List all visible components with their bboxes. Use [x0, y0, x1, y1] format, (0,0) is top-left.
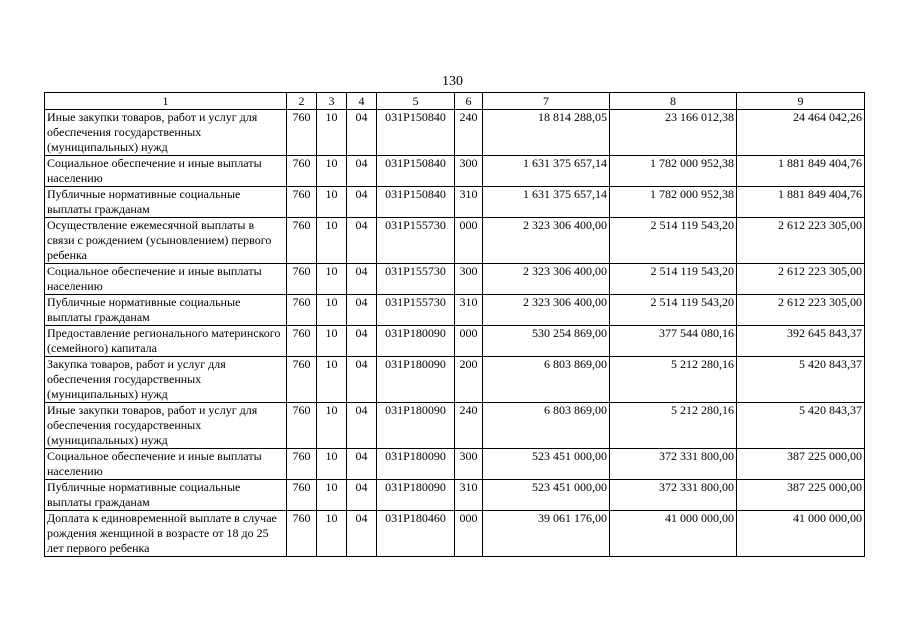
- table-row: [45, 480, 865, 511]
- code-cell: 031P180090: [377, 326, 455, 357]
- row-name-cell: Осуществление ежемесячной выплаты в связи с рождением (усыновлением) первого ребенка: [45, 218, 287, 264]
- code-cell: 10: [317, 326, 347, 357]
- column-header: 8: [610, 93, 737, 110]
- code-cell: 04: [347, 480, 377, 511]
- code-cell: 031P150840: [377, 110, 455, 156]
- table-row: [45, 357, 865, 403]
- code-cell: 760: [287, 403, 317, 449]
- code-cell: 10: [317, 511, 347, 557]
- code-cell: 031P155730: [377, 264, 455, 295]
- code-cell: 031P180090: [377, 449, 455, 480]
- amount-cell: 41 000 000,00: [737, 511, 865, 557]
- page-number: 130: [442, 74, 463, 89]
- amount-cell: 392 645 843,37: [737, 326, 865, 357]
- code-cell: 000: [455, 511, 483, 557]
- code-cell: 760: [287, 110, 317, 156]
- amount-cell: 5 420 843,37: [737, 357, 865, 403]
- code-cell: 04: [347, 403, 377, 449]
- code-cell: 10: [317, 218, 347, 264]
- table-row: [45, 295, 865, 326]
- amount-cell: 377 544 080,16: [610, 326, 737, 357]
- amount-cell: 5 212 280,16: [610, 357, 737, 403]
- table-row: [45, 218, 865, 264]
- amount-cell: 1 881 849 404,76: [737, 156, 865, 187]
- amount-cell: 2 323 306 400,00: [483, 218, 610, 264]
- row-name-cell: Социальное обеспечение и иные выплаты населению: [45, 264, 287, 295]
- column-header: 7: [483, 93, 610, 110]
- amount-cell: 18 814 288,05: [483, 110, 610, 156]
- amount-cell: 372 331 800,00: [610, 480, 737, 511]
- code-cell: 760: [287, 511, 317, 557]
- budget-table: [44, 92, 865, 557]
- amount-cell: 24 464 042,26: [737, 110, 865, 156]
- amount-cell: 5 212 280,16: [610, 403, 737, 449]
- amount-cell: 2 514 119 543,20: [610, 264, 737, 295]
- code-cell: 04: [347, 218, 377, 264]
- code-cell: 04: [347, 449, 377, 480]
- table-row: [45, 110, 865, 156]
- code-cell: 031P150840: [377, 187, 455, 218]
- code-cell: 760: [287, 218, 317, 264]
- code-cell: 760: [287, 357, 317, 403]
- amount-cell: 1 631 375 657,14: [483, 156, 610, 187]
- amount-cell: 5 420 843,37: [737, 403, 865, 449]
- column-header: 5: [377, 93, 455, 110]
- code-cell: 760: [287, 187, 317, 218]
- code-cell: 031P180460: [377, 511, 455, 557]
- amount-cell: 2 612 223 305,00: [737, 295, 865, 326]
- code-cell: 10: [317, 110, 347, 156]
- row-name-cell: Предоставление регионального материнского (семейного) капитала: [45, 326, 287, 357]
- table-body: [45, 110, 865, 557]
- amount-cell: 1 782 000 952,38: [610, 156, 737, 187]
- amount-cell: 1 631 375 657,14: [483, 187, 610, 218]
- code-cell: 10: [317, 357, 347, 403]
- code-cell: 310: [455, 187, 483, 218]
- column-header: 6: [455, 93, 483, 110]
- code-cell: 10: [317, 295, 347, 326]
- code-cell: 10: [317, 156, 347, 187]
- column-header: 9: [737, 93, 865, 110]
- code-cell: 240: [455, 403, 483, 449]
- code-cell: 10: [317, 480, 347, 511]
- code-cell: 000: [455, 326, 483, 357]
- code-cell: 04: [347, 295, 377, 326]
- header-row: [45, 93, 865, 110]
- row-name-cell: Иные закупки товаров, работ и услуг для обеспечения государственных (муниципальных) нужд: [45, 110, 287, 156]
- amount-cell: 523 451 000,00: [483, 449, 610, 480]
- table-row: [45, 156, 865, 187]
- code-cell: 760: [287, 156, 317, 187]
- table-row: [45, 449, 865, 480]
- row-name-cell: Публичные нормативные социальные выплаты гражданам: [45, 187, 287, 218]
- code-cell: 031P155730: [377, 218, 455, 264]
- amount-cell: 6 803 869,00: [483, 357, 610, 403]
- amount-cell: 387 225 000,00: [737, 480, 865, 511]
- code-cell: 031P180090: [377, 403, 455, 449]
- row-name-cell: Социальное обеспечение и иные выплаты населению: [45, 156, 287, 187]
- amount-cell: 387 225 000,00: [737, 449, 865, 480]
- code-cell: 031P180090: [377, 357, 455, 403]
- amount-cell: 372 331 800,00: [610, 449, 737, 480]
- amount-cell: 523 451 000,00: [483, 480, 610, 511]
- code-cell: 310: [455, 480, 483, 511]
- code-cell: 04: [347, 511, 377, 557]
- code-cell: 760: [287, 480, 317, 511]
- code-cell: 760: [287, 449, 317, 480]
- amount-cell: 6 803 869,00: [483, 403, 610, 449]
- row-name-cell: Иные закупки товаров, работ и услуг для обеспечения государственных (муниципальных) нужд: [45, 403, 287, 449]
- code-cell: 300: [455, 264, 483, 295]
- table-row: [45, 511, 865, 557]
- code-cell: 10: [317, 187, 347, 218]
- code-cell: 10: [317, 449, 347, 480]
- code-cell: 200: [455, 357, 483, 403]
- column-header: 2: [287, 93, 317, 110]
- code-cell: 000: [455, 218, 483, 264]
- column-header: 1: [45, 93, 287, 110]
- code-cell: 04: [347, 264, 377, 295]
- amount-cell: 23 166 012,38: [610, 110, 737, 156]
- code-cell: 10: [317, 264, 347, 295]
- column-header: 4: [347, 93, 377, 110]
- amount-cell: 2 612 223 305,00: [737, 218, 865, 264]
- row-name-cell: Доплата к единовременной выплате в случае рождения женщиной в возрасте от 18 до 25 лет первого ребенка: [45, 511, 287, 557]
- code-cell: 04: [347, 110, 377, 156]
- code-cell: 760: [287, 264, 317, 295]
- table-row: [45, 187, 865, 218]
- code-cell: 10: [317, 403, 347, 449]
- code-cell: 04: [347, 326, 377, 357]
- row-name-cell: Публичные нормативные социальные выплаты гражданам: [45, 480, 287, 511]
- code-cell: 031P180090: [377, 480, 455, 511]
- amount-cell: 1 881 849 404,76: [737, 187, 865, 218]
- amount-cell: 1 782 000 952,38: [610, 187, 737, 218]
- table-row: [45, 403, 865, 449]
- code-cell: 031P155730: [377, 295, 455, 326]
- amount-cell: 530 254 869,00: [483, 326, 610, 357]
- code-cell: 300: [455, 156, 483, 187]
- code-cell: 760: [287, 326, 317, 357]
- row-name-cell: Публичные нормативные социальные выплаты гражданам: [45, 295, 287, 326]
- table-row: [45, 264, 865, 295]
- amount-cell: 2 323 306 400,00: [483, 264, 610, 295]
- row-name-cell: Социальное обеспечение и иные выплаты населению: [45, 449, 287, 480]
- amount-cell: 2 514 119 543,20: [610, 295, 737, 326]
- code-cell: 04: [347, 357, 377, 403]
- code-cell: 240: [455, 110, 483, 156]
- amount-cell: 2 323 306 400,00: [483, 295, 610, 326]
- code-cell: 760: [287, 295, 317, 326]
- amount-cell: 2 612 223 305,00: [737, 264, 865, 295]
- row-name-cell: Закупка товаров, работ и услуг для обеспечения государственных (муниципальных) нужд: [45, 357, 287, 403]
- amount-cell: 2 514 119 543,20: [610, 218, 737, 264]
- code-cell: 031P150840: [377, 156, 455, 187]
- code-cell: 310: [455, 295, 483, 326]
- amount-cell: 41 000 000,00: [610, 511, 737, 557]
- column-header: 3: [317, 93, 347, 110]
- code-cell: 04: [347, 156, 377, 187]
- table-row: [45, 326, 865, 357]
- code-cell: 300: [455, 449, 483, 480]
- amount-cell: 39 061 176,00: [483, 511, 610, 557]
- code-cell: 04: [347, 187, 377, 218]
